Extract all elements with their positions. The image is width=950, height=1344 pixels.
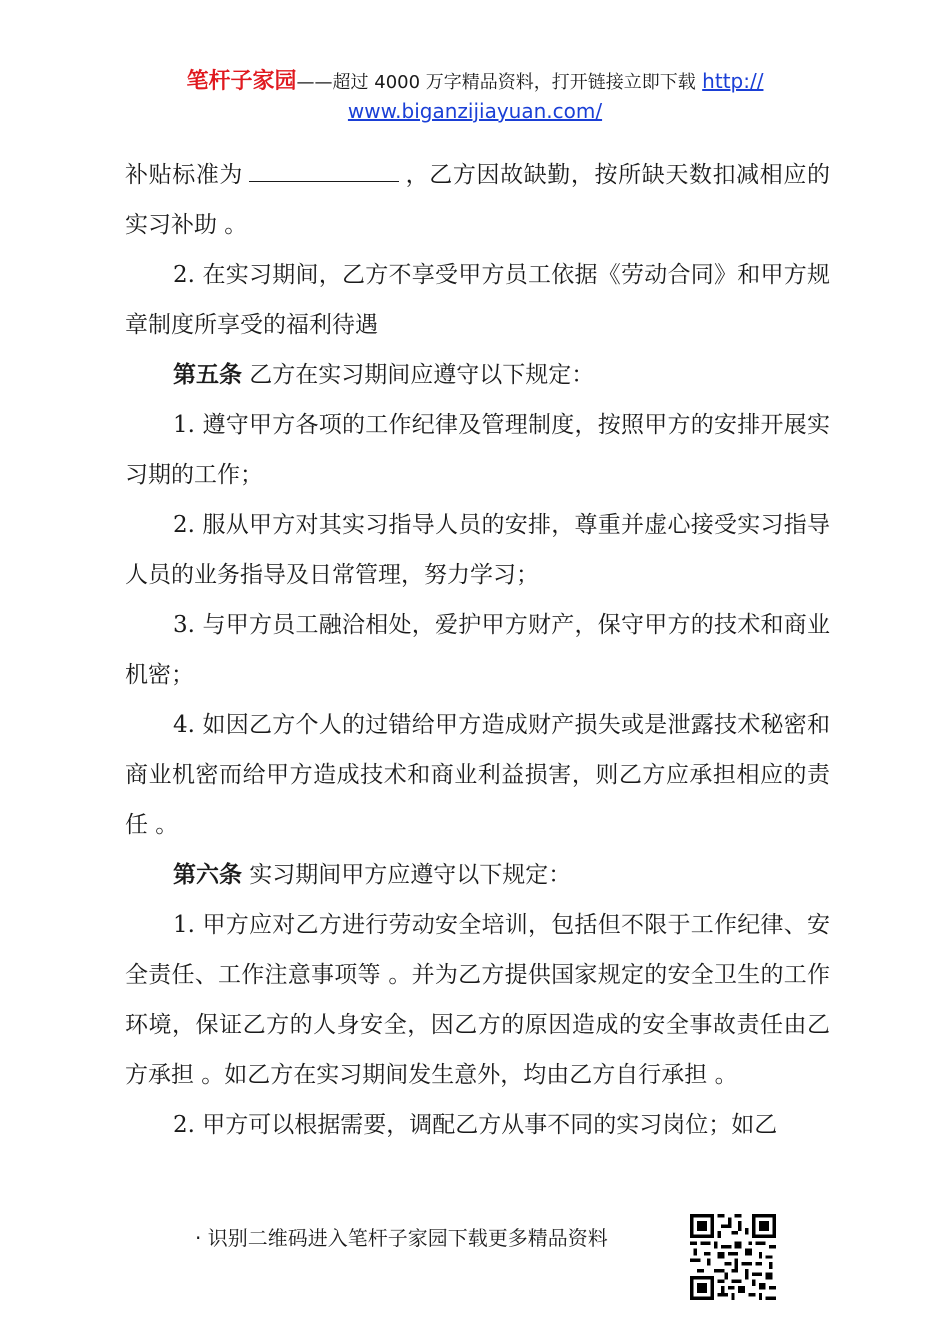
article-5-heading xyxy=(125,350,830,400)
fill-in-blank xyxy=(249,165,399,182)
paragraph-benefits: 2. 在实习期间，乙方不享受甲方员工依据《劳动合同》和甲方规章制度所享受的福利待遇 xyxy=(125,262,830,338)
document-body xyxy=(125,150,830,1150)
subsidy-text: ，乙方因故缺勤，按所缺天数扣减相应的实习补助 。 xyxy=(125,162,831,238)
article-6-item-2: 2. 甲方可以根据需要，调配乙方从事不同的实习岗位；如乙 xyxy=(173,1112,778,1138)
header-line-1 xyxy=(0,66,950,98)
page-header xyxy=(0,66,950,124)
article-6-item-1: 1. 甲方应对乙方进行劳动安全培训，包括但不限于工作纪律、安全责任、工作注意事项等 。并为乙方提供国家规定的安全卫生的工作环境，保证乙方的人身安全，因乙方的原因造成的安全事故责任由乙方承担 。如乙方在实习期间发生意外，均由乙方自行承担 。 xyxy=(125,912,830,1088)
site-link-part2[interactable]: www.biganzijiayuan.com/ xyxy=(347,99,603,123)
article-5-item-3: 3. 与甲方员工融洽相处，爱护甲方财产，保守甲方的技术和商业机密； xyxy=(125,612,830,688)
qr-code-icon[interactable] xyxy=(690,1214,776,1300)
article-5-item-1: 1. 遵守甲方各项的工作纪律及管理制度，按照甲方的安排开展实习期的工作； xyxy=(125,412,830,488)
article-5-text: 乙方在实习期间应遵守以下规定： xyxy=(242,362,595,388)
header-line-2 xyxy=(0,98,950,124)
site-link-part1[interactable]: http:// xyxy=(702,69,764,93)
header-tagline: ——超过 4000 万字精品资料，打开链接立即下载 xyxy=(296,72,696,93)
article-5-item-2: 2. 服从甲方对其实习指导人员的安排，尊重并虚心接受实习指导人员的业务指导及日常管理，努力学习； xyxy=(125,512,830,588)
article-6-text: 实习期间甲方应遵守以下规定： xyxy=(242,862,572,888)
article-6-title: 第六条 xyxy=(173,862,242,888)
subsidy-label: 补贴标准为 xyxy=(125,162,244,188)
article-5-item-4: 4. 如因乙方个人的过错给甲方造成财产损失或是泄露技术秘密和商业机密而给甲方造成技术和商业利益损害，则乙方应承担相应的责任 。 xyxy=(125,712,830,838)
brand-name: 笔杆子家园 xyxy=(186,69,297,94)
article-6-heading xyxy=(125,850,830,900)
footer-caption: · 识别二维码进入笔杆子家园下载更多精品资料 xyxy=(195,1226,608,1250)
article-5-title: 第五条 xyxy=(173,362,242,388)
paragraph-subsidy xyxy=(125,150,830,250)
